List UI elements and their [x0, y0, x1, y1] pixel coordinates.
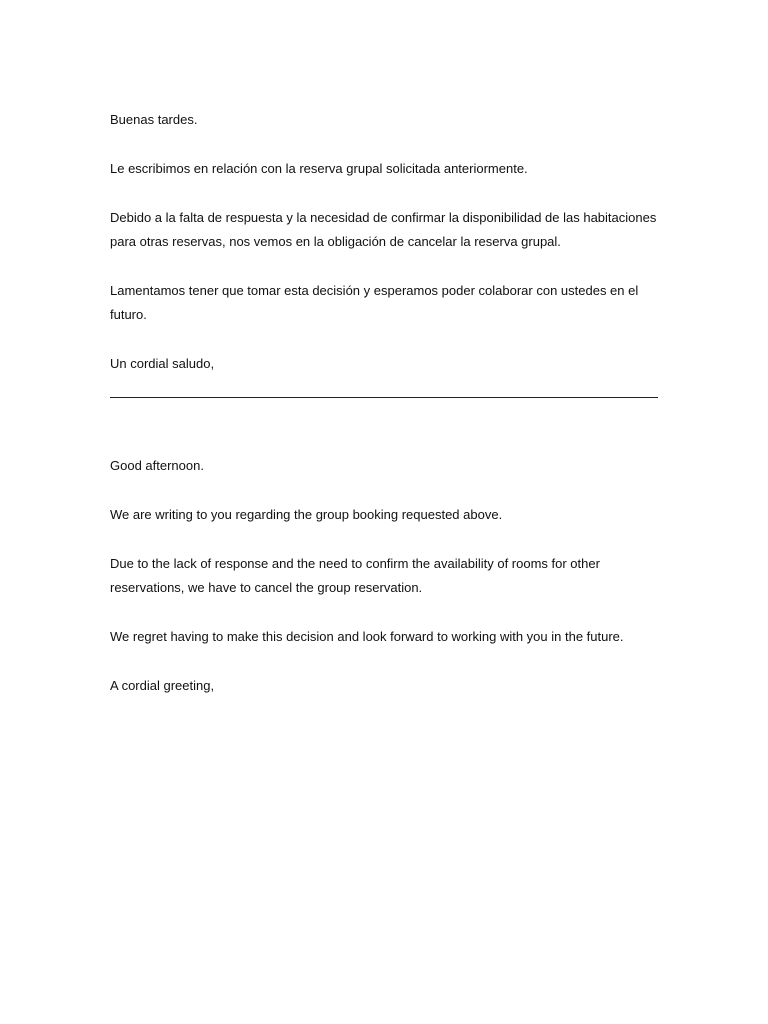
english-greeting: Good afternoon. [110, 458, 204, 473]
spanish-paragraph-regret: Lamentamos tener que tomar esta decisión y esperamos poder colaborar con ustedes en el futuro. [110, 283, 639, 322]
spanish-greeting: Buenas tardes. [110, 112, 198, 127]
english-closing: A cordial greeting, [110, 678, 215, 693]
spanish-paragraph-reason: Debido a la falta de respuesta y la necesidad de confirmar la disponibilidad de las habitaciones para otras reservas, nos vemos en la obligación de cancelar la reserva grupal. [110, 210, 657, 249]
english-paragraph-regret: We regret having to make this decision and look forward to working with you in the future. [110, 629, 624, 644]
english-paragraph-intro: We are writing to you regarding the group booking requested above. [110, 507, 503, 522]
spanish-letter [110, 108, 658, 376]
english-letter [110, 454, 658, 698]
spanish-paragraph-intro: Le escribimos en relación con la reserva grupal solicitada anteriormente. [110, 161, 528, 176]
english-paragraph-reason: Due to the lack of response and the need to confirm the availability of rooms for other reservations, we have to cancel the group reservation. [110, 556, 600, 595]
section-divider [110, 397, 658, 398]
spanish-closing: Un cordial saludo, [110, 356, 215, 371]
